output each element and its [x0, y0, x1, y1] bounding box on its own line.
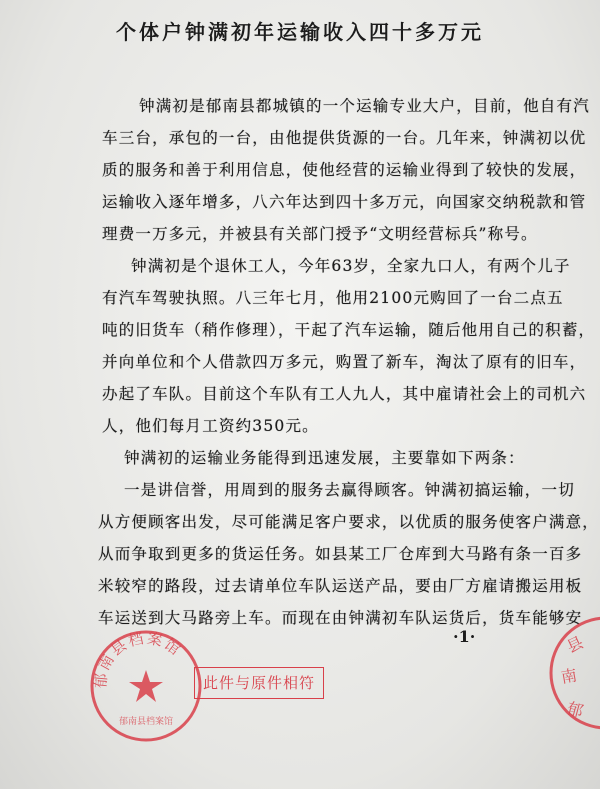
svg-text:郁南县档案馆: 郁南县档案馆	[91, 628, 186, 689]
archive-seal-icon	[88, 628, 204, 744]
svg-text:郁南县档案馆: 郁南县档案馆	[118, 717, 174, 727]
certified-copy-stamp: 此件与原件相符	[194, 667, 324, 699]
text-line: 人，他们每月工资约350元。	[102, 417, 319, 435]
document-title: 个体户钟满初年运输收入四十多万元	[116, 20, 484, 44]
text-line: 钟满初的运输业务能得到迅速发展，主要靠如下两条：	[124, 449, 525, 467]
text-line: 钟满初是郁南县都城镇的一个运输专业大户，目前，他自有汽	[139, 97, 590, 115]
text-line: 一是讲信誉，用周到的服务去赢得顾客。钟满初搞运输，一切	[124, 481, 575, 499]
text-line: 并向单位和个人借款四万多元，购置了新车，淘汰了原有的旧车，	[102, 353, 587, 371]
svg-text:南: 南	[559, 665, 579, 687]
text-line: 从方便顾客出发，尽可能满足客户要求，以优质的服务使客户满意，	[98, 513, 600, 531]
text-line: 钟满初是个退休工人，今年63岁，全家九口人，有两个儿子	[131, 257, 571, 275]
text-line: 从而争取到更多的货运任务。如县某工厂仓库到大马路有条一百多	[98, 545, 583, 563]
page-number: ·1·	[453, 627, 476, 646]
svg-text:县: 县	[563, 632, 587, 657]
partial-seal-icon	[548, 605, 600, 735]
text-line: 车三台，承包的一台，由他提供货源的一台。几年来，钟满初以优	[102, 129, 587, 147]
text-line: 运输收入逐年增多，八六年达到四十多万元，向国家交纳税款和管	[102, 193, 587, 211]
text-line: 质的服务和善于利用信息，使他经营的运输业得到了较快的发展，	[102, 161, 587, 179]
text-line: 有汽车驾驶执照。八三年七月，他用2100元购回了一台二点五	[102, 289, 564, 307]
svg-text:郁: 郁	[564, 698, 586, 722]
text-line: 米较窄的路段，过去请单位车队运送产品，要由厂方雇请搬运用板	[98, 577, 583, 595]
text-line: 车运送到大马路旁上车。而现在由钟满初车队运货后，货车能够安	[98, 609, 583, 627]
text-line: 办起了车队。目前这个车队有工人九人，其中雇请社会上的司机六	[102, 385, 587, 403]
text-line: 吨的旧货车（稍作修理），干起了汽车运输，随后他用自己的积蓄，	[102, 321, 596, 339]
text-line: 理费一万多元，并被县有关部门授予“文明经营标兵”称号。	[102, 225, 538, 243]
